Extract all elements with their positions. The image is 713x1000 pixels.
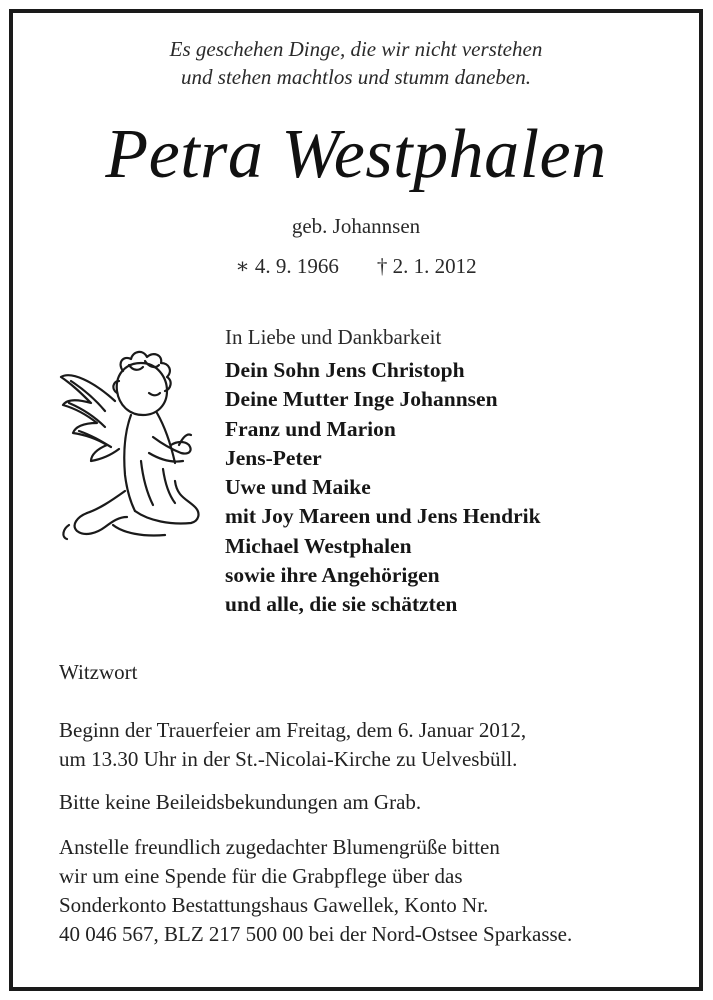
donation-line-1: Anstelle freundlich zugedachter Blumengrüße bitten (59, 835, 500, 859)
kneeling-praying-angel-icon (53, 341, 213, 556)
mourner-entry: Franz und Marion (225, 416, 396, 441)
mourners-list (225, 356, 541, 620)
ceremony-info (59, 716, 659, 774)
dedication-intro: In Liebe und Dankbarkeit (225, 325, 442, 349)
motto (13, 35, 699, 91)
maiden-name: geb. Johannsen (291, 214, 421, 238)
mourner-entry: Deine Mutter Inge Johannsen (225, 387, 498, 412)
birth-date: ∗ 4. 9. 1966 (235, 254, 339, 278)
mourner-entry: Uwe und Maike (225, 475, 371, 500)
mourner-entry: Michael Westphalen (225, 533, 412, 558)
death-date: † 2. 1. 2012 (376, 254, 477, 278)
mourner-entry: mit Joy Mareen und Jens Hendrik (225, 504, 541, 529)
mourner-entry: und alle, die sie schätzten (225, 592, 458, 617)
ceremony-line-1: Beginn der Trauerfeier am Freitag, dem 6. Januar 2012, (59, 718, 527, 742)
ceremony-line-2: um 13.30 Uhr in der St.-Nicolai-Kirche zu Uelvesbüll. (59, 747, 518, 771)
motto-line-2: und stehen machtlos und stumm daneben. (181, 65, 531, 89)
no-condolences-note: Bitte keine Beileidsbekundungen am Grab. (59, 790, 422, 814)
life-dates (13, 253, 699, 279)
deceased-name: Petra Westphalen (105, 116, 607, 193)
donation-line-4: 40 046 567, BLZ 217 500 00 bei der Nord-Ostsee Sparkasse. (59, 922, 573, 946)
donation-line-3: Sonderkonto Bestattungshaus Gawellek, Konto Nr. (59, 893, 489, 917)
place-of-residence: Witzwort (59, 660, 138, 684)
mourner-entry: Dein Sohn Jens Christoph (225, 358, 465, 382)
donation-info (59, 833, 659, 949)
motto-line-1: Es geschehen Dinge, die wir nicht verstehen (169, 37, 543, 61)
mourner-entry: Jens-Peter (225, 445, 322, 470)
obituary-notice (9, 9, 703, 991)
donation-line-2: wir um eine Spende für die Grabpflege über das (59, 864, 463, 888)
mourner-entry: sowie ihre Angehörigen (225, 563, 440, 588)
